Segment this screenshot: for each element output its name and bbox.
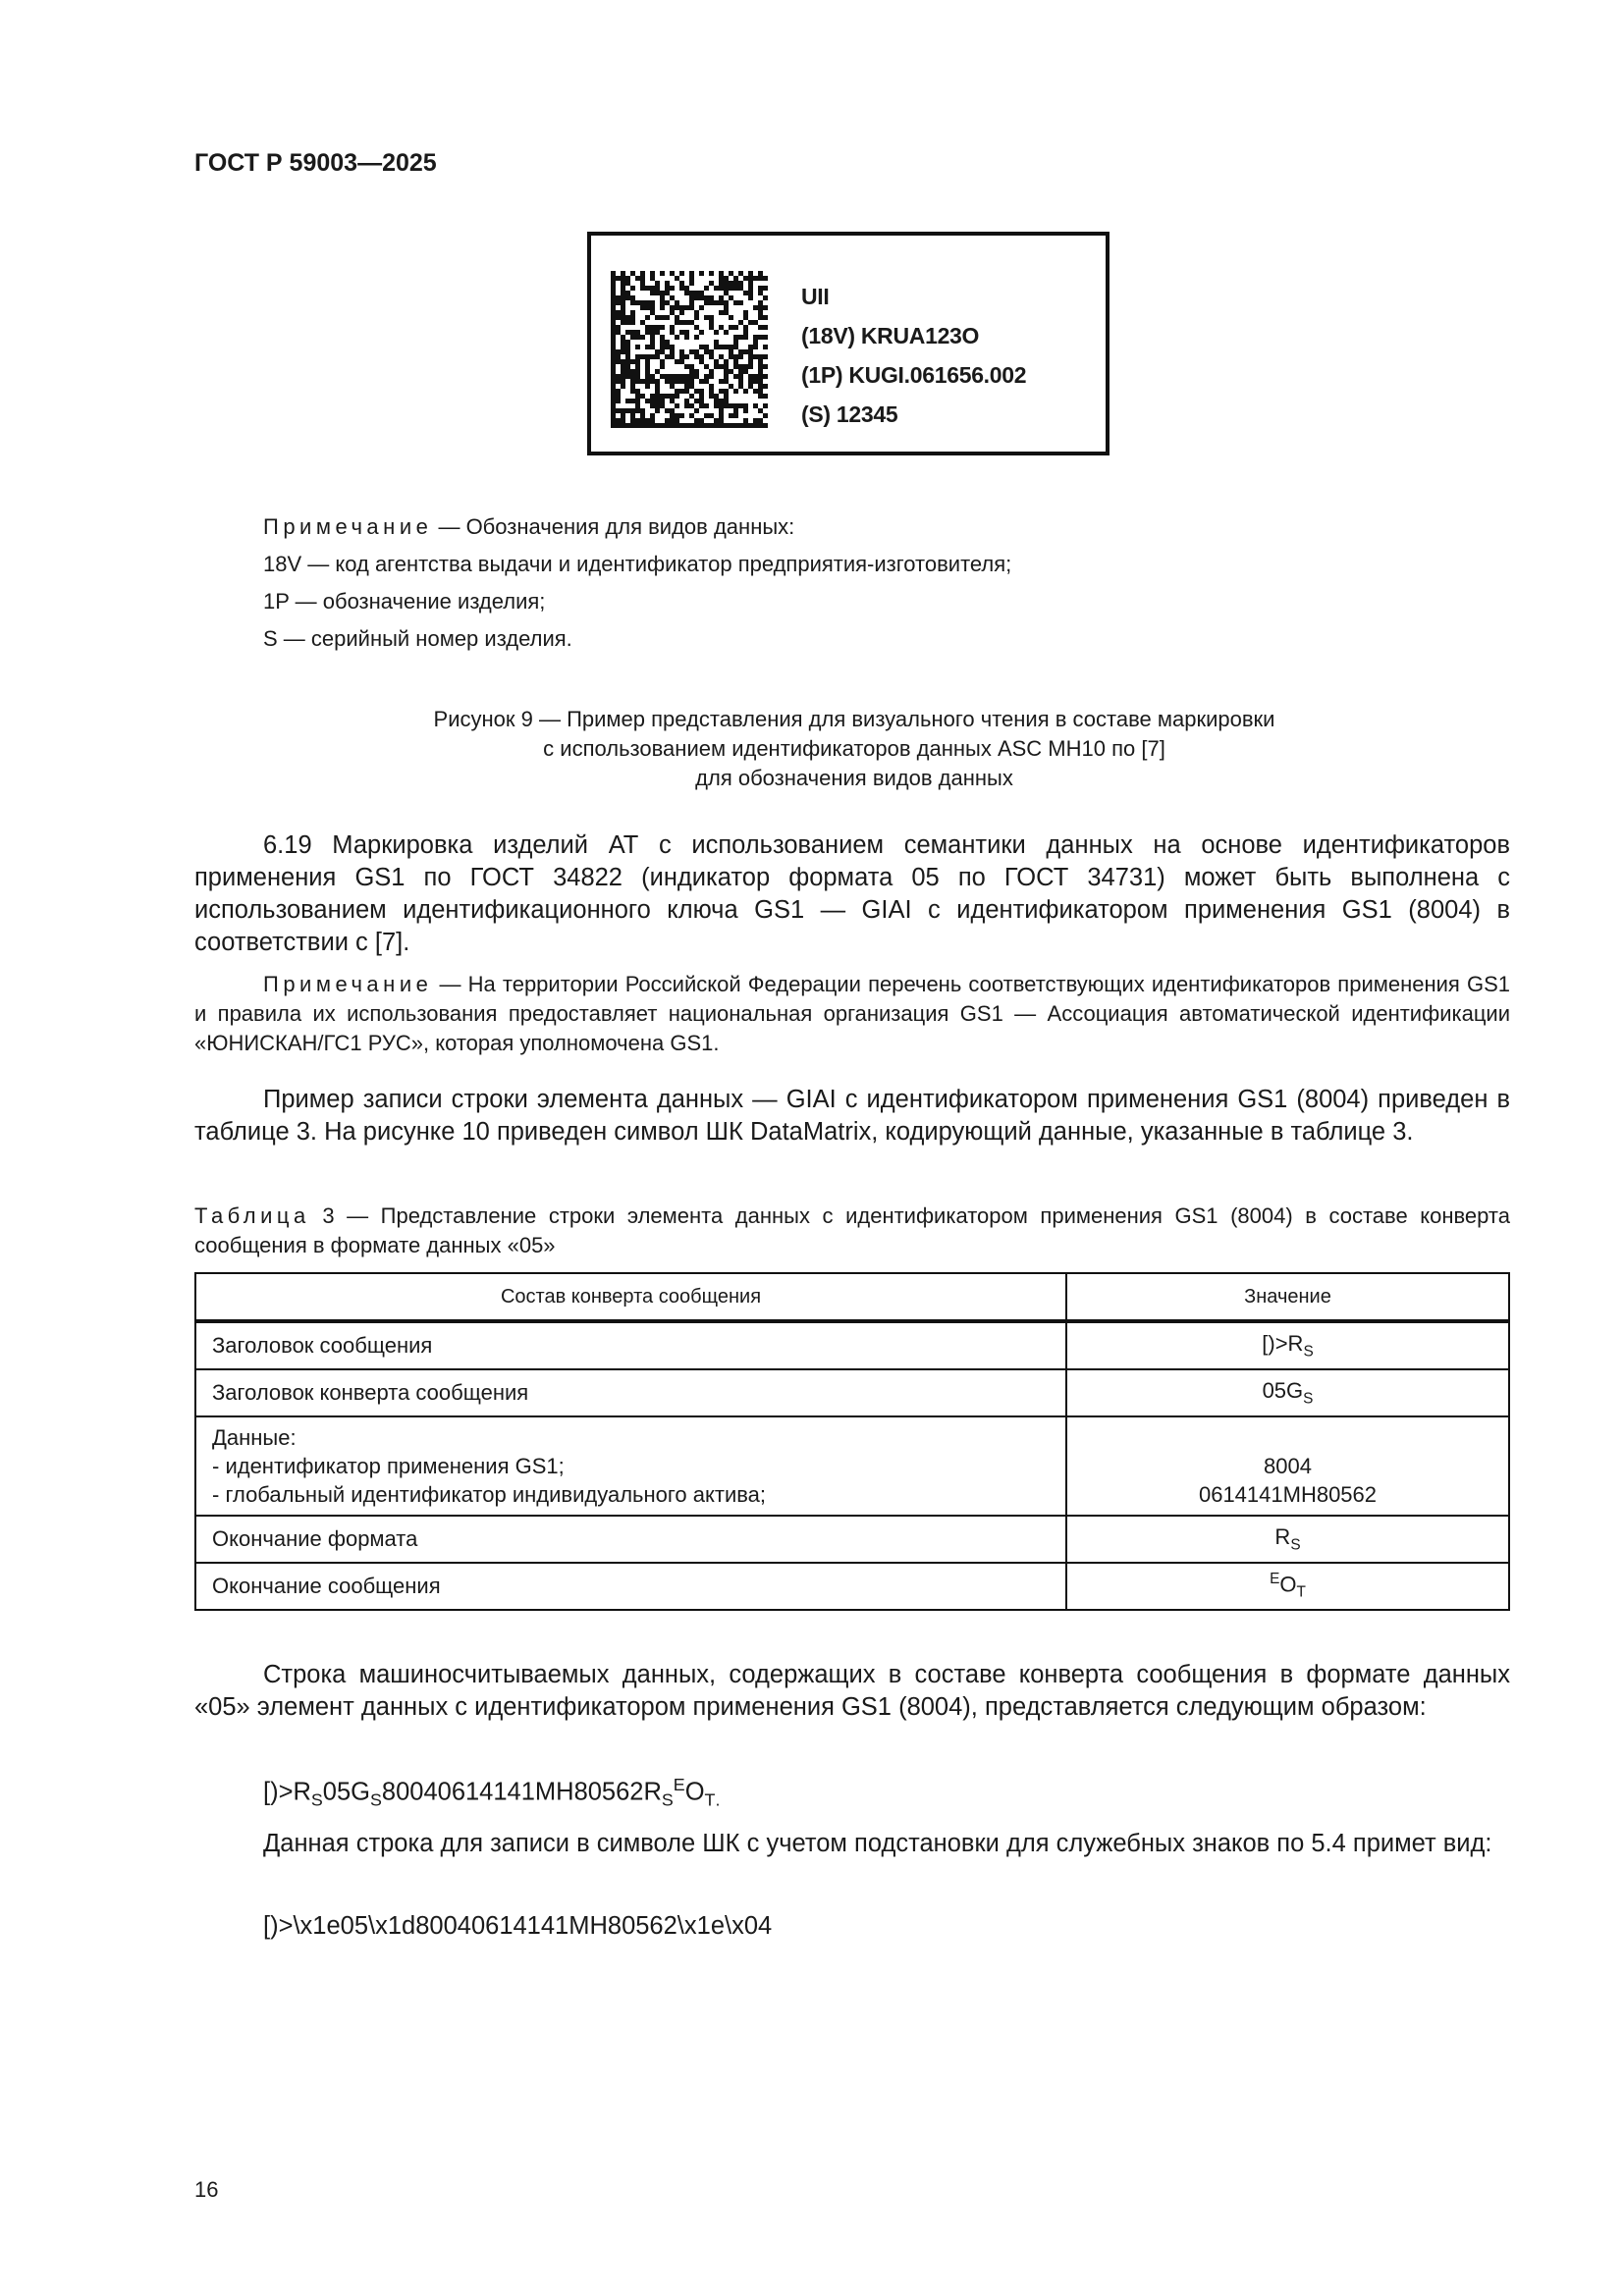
hri-line: UII bbox=[801, 284, 830, 309]
note-label: Примечание bbox=[263, 972, 433, 996]
message-envelope-table bbox=[194, 1272, 1510, 1611]
table-title bbox=[194, 1201, 1510, 1260]
datamatrix-barcode-image bbox=[611, 271, 768, 428]
document-header: ГОСТ Р 59003—2025 bbox=[194, 149, 437, 177]
note-item: 18V — код агентства выдачи и идентификатор предприятия-изготовителя; bbox=[263, 552, 1012, 576]
table-row bbox=[195, 1321, 1509, 1369]
table-row bbox=[195, 1563, 1509, 1610]
human-readable-block bbox=[801, 277, 1026, 434]
caption-line: Рисунок 9 — Пример представления для визуального чтения в составе маркировки bbox=[433, 707, 1275, 731]
example-paragraph: Пример записи строки элемента данных — GIAI с идентификатором применения GS1 (8004) приведен в таблице 3. На рисунке 10 приведен символ ШК DataMatrix, кодирующий данные, указанные в таблице 3. bbox=[194, 1086, 1510, 1146]
column-header: Состав конверта сообщения bbox=[195, 1273, 1066, 1321]
row-label: Заголовок конверта сообщения bbox=[195, 1369, 1066, 1416]
table-label: Таблица bbox=[194, 1203, 310, 1228]
note-item: S — серийный номер изделия. bbox=[263, 626, 572, 651]
table-row bbox=[195, 1369, 1509, 1416]
hri-line: (S) 12345 bbox=[801, 401, 898, 427]
row-value: $05G_S$ bbox=[1066, 1369, 1509, 1416]
note-intro: — Обозначения для видов данных: bbox=[432, 514, 795, 539]
table-header-row bbox=[195, 1273, 1509, 1321]
row-value: $^EO_T$ bbox=[1066, 1563, 1509, 1610]
label-figure bbox=[587, 232, 1110, 455]
row-label: Данные: - идентификатор применения GS1; - глобальный идентификатор индивидуального актива; bbox=[195, 1416, 1066, 1516]
table-row bbox=[195, 1516, 1509, 1563]
caption-line: для обозначения видов данных bbox=[695, 766, 1013, 790]
table-title-text: 3 — Представление строки элемента данных с идентификатором применения GS1 (8004) в составе конверта сообщения в формате данных «05» bbox=[194, 1203, 1510, 1257]
row-label: Окончание сообщения bbox=[195, 1563, 1066, 1610]
page-number: 16 bbox=[194, 2177, 219, 2202]
column-header: Значение bbox=[1066, 1273, 1509, 1321]
note-text: — На территории Российской Федерации перечень соответствующих идентификаторов применения GS1 и правила их использования предоставляет национальная организация GS1 — Ассоциация автоматической идентификации «ЮНИСКАН/ГС1 РУС», которая уполномочена GS1. bbox=[194, 972, 1510, 1055]
substitution-paragraph: Данная строка для записи в символе ШК с учетом подстановки для служебных знаков по 5.4 примет вид: bbox=[263, 1830, 1492, 1857]
escaped-string: [)>\x1e05\x1d80040614141MH80562\x1e\x04 bbox=[263, 1912, 773, 1940]
figure-caption bbox=[295, 705, 1414, 793]
data-string-formula: $[)>R_S05G_S80040614141MH80562R_S^EO_{T.}$ bbox=[263, 1775, 721, 1810]
table-row bbox=[195, 1416, 1509, 1516]
row-value: 8004 0614141MH80562 bbox=[1066, 1416, 1509, 1516]
section-note bbox=[194, 970, 1510, 1058]
hri-line: (18V) KRUA123O bbox=[801, 323, 980, 348]
row-value: $R_S$ bbox=[1066, 1516, 1509, 1563]
row-label: Окончание формата bbox=[195, 1516, 1066, 1563]
paragraph-6-19: 6.19 Маркировка изделий АТ с использованием семантики данных на основе идентификаторов применения GS1 по ГОСТ 34822 (индикатор формата 05 по ГОСТ 34731) может быть выполнена с использованием идентификационного ключа GS1 — GIAI с идентификатором применения GS1 (8004) в соответствии с [7]. bbox=[194, 831, 1510, 956]
string-paragraph: Строка машиносчитываемых данных, содержащих в составе конверта сообщения в формате данных «05» элемент данных с идентификатором применения GS1 (8004), представляется следующим образом: bbox=[194, 1661, 1510, 1721]
figure-note bbox=[263, 508, 1245, 658]
row-value: $[)>R_S$ bbox=[1066, 1321, 1509, 1369]
datamatrix-barcode bbox=[611, 271, 768, 428]
caption-line: с использованием идентификаторов данных ASC MH10 по [7] bbox=[543, 736, 1165, 761]
note-label: Примечание bbox=[263, 514, 433, 539]
hri-line: (1P) KUGI.061656.002 bbox=[801, 362, 1027, 388]
note-item: 1P — обозначение изделия; bbox=[263, 589, 546, 614]
row-label: Заголовок сообщения bbox=[195, 1321, 1066, 1369]
